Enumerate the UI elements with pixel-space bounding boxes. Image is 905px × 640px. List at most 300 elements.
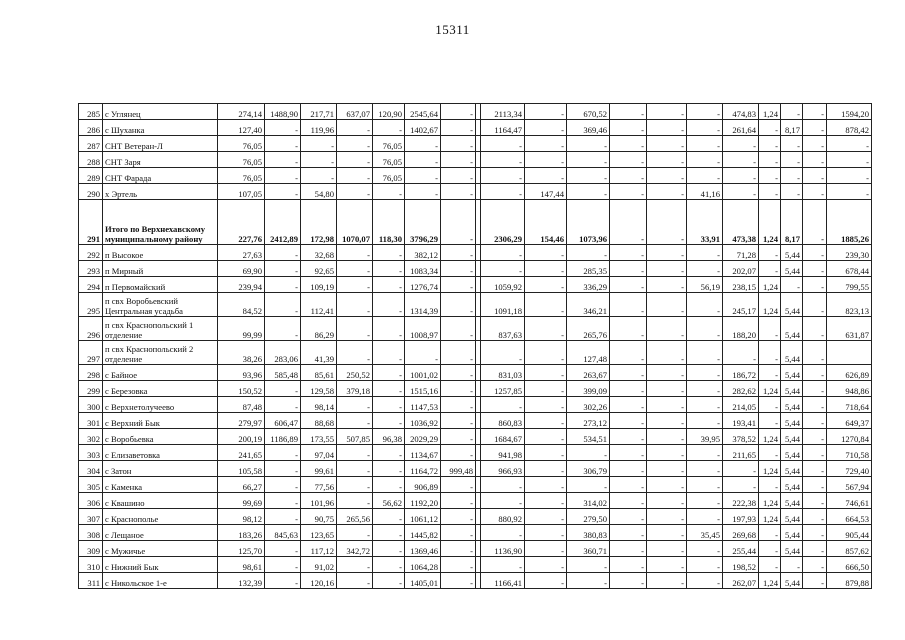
value-cell: 5,44 <box>781 317 803 341</box>
value-cell: 878,42 <box>827 120 872 136</box>
value-cell: 1270,84 <box>827 429 872 445</box>
table-row <box>79 104 872 120</box>
row-number-cell: 293 <box>79 261 103 277</box>
value-cell: - <box>647 168 687 184</box>
value-cell: - <box>481 184 525 200</box>
value-cell: 1257,85 <box>481 381 525 397</box>
value-cell: - <box>647 184 687 200</box>
value-cell: - <box>803 245 827 261</box>
value-cell: - <box>265 445 301 461</box>
settlement-name-cell: с Лещаное <box>103 525 218 541</box>
value-cell: 5,44 <box>781 245 803 261</box>
value-cell: 306,79 <box>567 461 610 477</box>
value-cell: - <box>373 317 405 341</box>
value-cell: 183,26 <box>218 525 265 541</box>
value-cell: - <box>723 461 759 477</box>
value-cell: 1136,90 <box>481 541 525 557</box>
value-cell: - <box>759 477 781 493</box>
value-cell: - <box>781 277 803 293</box>
value-cell: - <box>373 445 405 461</box>
value-cell: - <box>337 120 373 136</box>
value-cell: - <box>373 541 405 557</box>
value-cell: 2113,34 <box>481 104 525 120</box>
value-cell: - <box>687 445 723 461</box>
value-cell: - <box>759 184 781 200</box>
value-cell: 5,44 <box>781 461 803 477</box>
value-cell: 105,58 <box>218 461 265 477</box>
value-cell: 84,52 <box>218 293 265 317</box>
value-cell: - <box>441 413 476 429</box>
row-number-cell: 298 <box>79 365 103 381</box>
value-cell: - <box>610 120 647 136</box>
value-cell: - <box>525 493 567 509</box>
value-cell: - <box>567 557 610 573</box>
value-cell: 5,44 <box>781 445 803 461</box>
settlement-name-cell: с Никольское 1-е <box>103 573 218 589</box>
table-row <box>79 445 872 461</box>
value-cell: 85,61 <box>301 365 337 381</box>
value-cell: 1885,26 <box>827 200 872 245</box>
table-row <box>79 365 872 381</box>
value-cell: - <box>265 557 301 573</box>
value-cell: - <box>337 445 373 461</box>
value-cell: - <box>759 245 781 261</box>
value-cell: - <box>803 261 827 277</box>
value-cell: - <box>337 245 373 261</box>
value-cell: 69,90 <box>218 261 265 277</box>
value-cell: 1164,72 <box>405 461 441 477</box>
value-cell: 202,07 <box>723 261 759 277</box>
value-cell: - <box>803 152 827 168</box>
value-cell: - <box>687 317 723 341</box>
row-number-cell: 305 <box>79 477 103 493</box>
value-cell: 507,85 <box>337 429 373 445</box>
value-cell: - <box>441 509 476 525</box>
value-cell: - <box>481 168 525 184</box>
value-cell: - <box>441 429 476 445</box>
value-cell: 845,63 <box>265 525 301 541</box>
value-cell: - <box>647 493 687 509</box>
value-cell: - <box>441 557 476 573</box>
value-cell: - <box>337 573 373 589</box>
value-cell: - <box>687 573 723 589</box>
value-cell: 96,38 <box>373 429 405 445</box>
value-cell: 1276,74 <box>405 277 441 293</box>
value-cell: - <box>803 200 827 245</box>
value-cell: 314,02 <box>567 493 610 509</box>
value-cell: 474,83 <box>723 104 759 120</box>
settlement-name-cell: с Затон <box>103 461 218 477</box>
value-cell: 948,86 <box>827 381 872 397</box>
value-cell: - <box>687 104 723 120</box>
value-cell: - <box>759 136 781 152</box>
value-cell: 127,40 <box>218 120 265 136</box>
value-cell: 5,44 <box>781 429 803 445</box>
value-cell: - <box>610 573 647 589</box>
value-cell: - <box>481 525 525 541</box>
value-cell: 269,68 <box>723 525 759 541</box>
value-cell: 101,96 <box>301 493 337 509</box>
value-cell: 217,71 <box>301 104 337 120</box>
value-cell: - <box>723 184 759 200</box>
value-cell: 8,17 <box>781 120 803 136</box>
value-cell: 1402,67 <box>405 120 441 136</box>
value-cell: - <box>525 136 567 152</box>
value-cell: - <box>337 293 373 317</box>
value-cell: - <box>441 136 476 152</box>
value-cell: 262,07 <box>723 573 759 589</box>
value-cell: - <box>687 509 723 525</box>
settlement-name-cell: п свх Краснопольский 1 отделение <box>103 317 218 341</box>
value-cell: - <box>723 477 759 493</box>
value-cell: 1166,41 <box>481 573 525 589</box>
value-cell: - <box>647 317 687 341</box>
value-cell: - <box>567 477 610 493</box>
value-cell: 379,18 <box>337 381 373 397</box>
value-cell: 282,62 <box>723 381 759 397</box>
value-cell: 1061,12 <box>405 509 441 525</box>
value-cell: 2306,29 <box>481 200 525 245</box>
value-cell: - <box>827 184 872 200</box>
value-cell: 966,93 <box>481 461 525 477</box>
value-cell: - <box>525 365 567 381</box>
value-cell: 76,05 <box>373 136 405 152</box>
value-cell: - <box>647 397 687 413</box>
value-cell: 283,06 <box>265 341 301 365</box>
value-cell: 1,24 <box>759 429 781 445</box>
value-cell: - <box>610 136 647 152</box>
value-cell: 154,46 <box>525 200 567 245</box>
table-row <box>79 397 872 413</box>
value-cell: - <box>803 381 827 397</box>
value-cell: - <box>803 168 827 184</box>
value-cell: - <box>567 168 610 184</box>
table-row <box>79 317 872 341</box>
settlement-name-cell: с Квашино <box>103 493 218 509</box>
value-cell: - <box>265 136 301 152</box>
value-cell: - <box>265 397 301 413</box>
value-cell: 109,19 <box>301 277 337 293</box>
row-number-cell: 287 <box>79 136 103 152</box>
value-cell: 905,44 <box>827 525 872 541</box>
value-cell: 117,12 <box>301 541 337 557</box>
table-row <box>79 493 872 509</box>
value-cell: - <box>647 261 687 277</box>
value-cell: - <box>337 168 373 184</box>
value-cell: 120,16 <box>301 573 337 589</box>
value-cell: 129,58 <box>301 381 337 397</box>
value-cell: 120,90 <box>373 104 405 120</box>
value-cell: 837,63 <box>481 317 525 341</box>
value-cell: - <box>803 493 827 509</box>
value-cell: - <box>647 445 687 461</box>
value-cell: 285,35 <box>567 261 610 277</box>
value-cell: 5,44 <box>781 381 803 397</box>
value-cell: 302,26 <box>567 397 610 413</box>
value-cell: 1314,39 <box>405 293 441 317</box>
value-cell: 98,12 <box>218 509 265 525</box>
value-cell: - <box>647 136 687 152</box>
value-cell: - <box>373 293 405 317</box>
value-cell: - <box>647 477 687 493</box>
value-cell: - <box>803 341 827 365</box>
value-cell: 76,05 <box>218 152 265 168</box>
value-cell: - <box>265 120 301 136</box>
value-cell: 239,94 <box>218 277 265 293</box>
value-cell: - <box>610 525 647 541</box>
value-cell: - <box>265 541 301 557</box>
value-cell: - <box>610 184 647 200</box>
value-cell: - <box>610 509 647 525</box>
value-cell: 369,46 <box>567 120 610 136</box>
value-cell: - <box>687 461 723 477</box>
value-cell: - <box>687 381 723 397</box>
value-cell: - <box>647 200 687 245</box>
value-cell: - <box>441 245 476 261</box>
value-cell: - <box>525 461 567 477</box>
value-cell: - <box>265 461 301 477</box>
value-cell: - <box>265 168 301 184</box>
value-cell: - <box>803 509 827 525</box>
value-cell: - <box>441 184 476 200</box>
value-cell: - <box>525 573 567 589</box>
value-cell: - <box>481 557 525 573</box>
value-cell: 123,65 <box>301 525 337 541</box>
value-cell: - <box>687 245 723 261</box>
value-cell: - <box>481 245 525 261</box>
value-cell: 906,89 <box>405 477 441 493</box>
value-cell: 346,21 <box>567 293 610 317</box>
value-cell: - <box>827 136 872 152</box>
value-cell: - <box>373 509 405 525</box>
value-cell: - <box>337 341 373 365</box>
value-cell: - <box>525 557 567 573</box>
value-cell: 1594,20 <box>827 104 872 120</box>
value-cell: 2029,29 <box>405 429 441 445</box>
value-cell <box>827 341 872 365</box>
value-cell: - <box>265 293 301 317</box>
value-cell: - <box>610 397 647 413</box>
value-cell: 2412,89 <box>265 200 301 245</box>
value-cell: 99,61 <box>301 461 337 477</box>
value-cell: - <box>441 365 476 381</box>
value-cell: - <box>337 136 373 152</box>
value-cell: - <box>610 168 647 184</box>
value-cell: - <box>610 104 647 120</box>
value-cell: 710,58 <box>827 445 872 461</box>
value-cell: 5,44 <box>781 293 803 317</box>
value-cell: 76,05 <box>373 168 405 184</box>
value-cell: 380,83 <box>567 525 610 541</box>
value-cell: - <box>647 365 687 381</box>
value-cell: - <box>525 445 567 461</box>
value-cell: - <box>373 341 405 365</box>
page-number: 15311 <box>435 22 470 37</box>
value-cell: - <box>687 136 723 152</box>
settlement-name-cell: с Углянец <box>103 104 218 120</box>
value-cell: 678,44 <box>827 261 872 277</box>
value-cell: 1186,89 <box>265 429 301 445</box>
row-number-cell: 288 <box>79 152 103 168</box>
value-cell: - <box>803 104 827 120</box>
value-cell: 5,44 <box>781 397 803 413</box>
value-cell: 567,94 <box>827 477 872 493</box>
value-cell: - <box>481 136 525 152</box>
value-cell: - <box>481 341 525 365</box>
table-row <box>79 120 872 136</box>
value-cell: 56,62 <box>373 493 405 509</box>
value-cell: 147,44 <box>525 184 567 200</box>
row-number-cell: 304 <box>79 461 103 477</box>
value-cell: - <box>610 365 647 381</box>
value-cell: - <box>525 293 567 317</box>
value-cell: 5,44 <box>781 541 803 557</box>
value-cell: - <box>759 317 781 341</box>
value-cell: - <box>405 136 441 152</box>
value-cell: 150,52 <box>218 381 265 397</box>
row-number-cell: 308 <box>79 525 103 541</box>
value-cell: 5,44 <box>781 365 803 381</box>
value-cell: 857,62 <box>827 541 872 557</box>
value-cell: 637,07 <box>337 104 373 120</box>
value-cell: - <box>647 541 687 557</box>
settlement-name-cell: с Воробьевка <box>103 429 218 445</box>
value-cell: - <box>647 429 687 445</box>
value-cell: 76,05 <box>218 136 265 152</box>
value-cell: 880,92 <box>481 509 525 525</box>
value-cell: 860,83 <box>481 413 525 429</box>
value-cell: - <box>373 413 405 429</box>
table-row <box>79 168 872 184</box>
value-cell: - <box>610 445 647 461</box>
row-number-cell: 291 <box>79 200 103 245</box>
value-cell: 118,30 <box>373 200 405 245</box>
settlement-name-cell: п свх Воробьевский Центральная усадьба <box>103 293 218 317</box>
value-cell: 1445,82 <box>405 525 441 541</box>
settlement-name-cell: с Каменка <box>103 477 218 493</box>
value-cell: - <box>803 525 827 541</box>
row-number-cell: 303 <box>79 445 103 461</box>
value-cell: - <box>759 541 781 557</box>
value-cell: - <box>525 341 567 365</box>
value-cell: 211,65 <box>723 445 759 461</box>
value-cell: 227,76 <box>218 200 265 245</box>
value-cell: - <box>781 136 803 152</box>
value-cell: - <box>827 152 872 168</box>
row-number-cell: 299 <box>79 381 103 397</box>
settlement-name-cell: с Краснополье <box>103 509 218 525</box>
value-cell: 56,19 <box>687 277 723 293</box>
table-row <box>79 381 872 397</box>
value-cell: - <box>759 365 781 381</box>
row-number-cell: 289 <box>79 168 103 184</box>
value-cell: 66,27 <box>218 477 265 493</box>
table-row <box>79 152 872 168</box>
value-cell: - <box>481 477 525 493</box>
value-cell: - <box>610 341 647 365</box>
value-cell: - <box>687 477 723 493</box>
value-cell: 90,75 <box>301 509 337 525</box>
value-cell: - <box>373 525 405 541</box>
value-cell: - <box>610 200 647 245</box>
value-cell: 241,65 <box>218 445 265 461</box>
value-cell: 99,69 <box>218 493 265 509</box>
value-cell: - <box>647 245 687 261</box>
value-cell: 1684,67 <box>481 429 525 445</box>
value-cell: - <box>441 104 476 120</box>
value-cell: 1,24 <box>759 293 781 317</box>
value-cell: 360,71 <box>567 541 610 557</box>
value-cell: - <box>265 184 301 200</box>
value-cell: - <box>373 573 405 589</box>
value-cell: - <box>337 557 373 573</box>
value-cell: - <box>610 293 647 317</box>
table-row <box>79 461 872 477</box>
value-cell: - <box>567 573 610 589</box>
value-cell: - <box>803 120 827 136</box>
value-cell: - <box>481 493 525 509</box>
settlement-name-cell: СНТ Заря <box>103 152 218 168</box>
value-cell: - <box>803 365 827 381</box>
settlement-name-cell: с Верхнетолучеево <box>103 397 218 413</box>
value-cell: - <box>781 168 803 184</box>
value-cell: - <box>610 477 647 493</box>
value-cell: - <box>723 341 759 365</box>
value-cell: - <box>803 397 827 413</box>
value-cell: 200,19 <box>218 429 265 445</box>
value-cell: 107,05 <box>218 184 265 200</box>
value-cell: - <box>610 557 647 573</box>
value-cell: 1036,92 <box>405 413 441 429</box>
value-cell: 999,48 <box>441 461 476 477</box>
value-cell: - <box>759 445 781 461</box>
value-cell: - <box>301 136 337 152</box>
row-number-cell: 300 <box>79 397 103 413</box>
value-cell: - <box>441 200 476 245</box>
value-cell: - <box>647 461 687 477</box>
value-cell: 35,45 <box>687 525 723 541</box>
value-cell: - <box>481 397 525 413</box>
value-cell: - <box>781 184 803 200</box>
value-cell: - <box>373 365 405 381</box>
value-cell: 238,15 <box>723 277 759 293</box>
value-cell: - <box>567 184 610 200</box>
value-cell: - <box>687 541 723 557</box>
value-cell: - <box>373 477 405 493</box>
value-cell: - <box>723 168 759 184</box>
value-cell: - <box>567 152 610 168</box>
value-cell: 1,24 <box>759 509 781 525</box>
table-row <box>79 413 872 429</box>
value-cell: - <box>759 341 781 365</box>
value-cell: - <box>759 168 781 184</box>
value-cell: - <box>759 413 781 429</box>
value-cell: 1,24 <box>759 461 781 477</box>
value-cell: 88,68 <box>301 413 337 429</box>
value-cell: 172,98 <box>301 200 337 245</box>
table-row <box>79 184 872 200</box>
value-cell: - <box>373 397 405 413</box>
value-cell: 1059,92 <box>481 277 525 293</box>
value-cell: 670,52 <box>567 104 610 120</box>
value-cell: - <box>687 493 723 509</box>
value-cell: 5,44 <box>781 261 803 277</box>
value-cell: - <box>525 317 567 341</box>
value-cell: 1,24 <box>759 200 781 245</box>
value-cell: - <box>265 381 301 397</box>
value-cell: 3796,29 <box>405 200 441 245</box>
table-row <box>79 200 872 245</box>
